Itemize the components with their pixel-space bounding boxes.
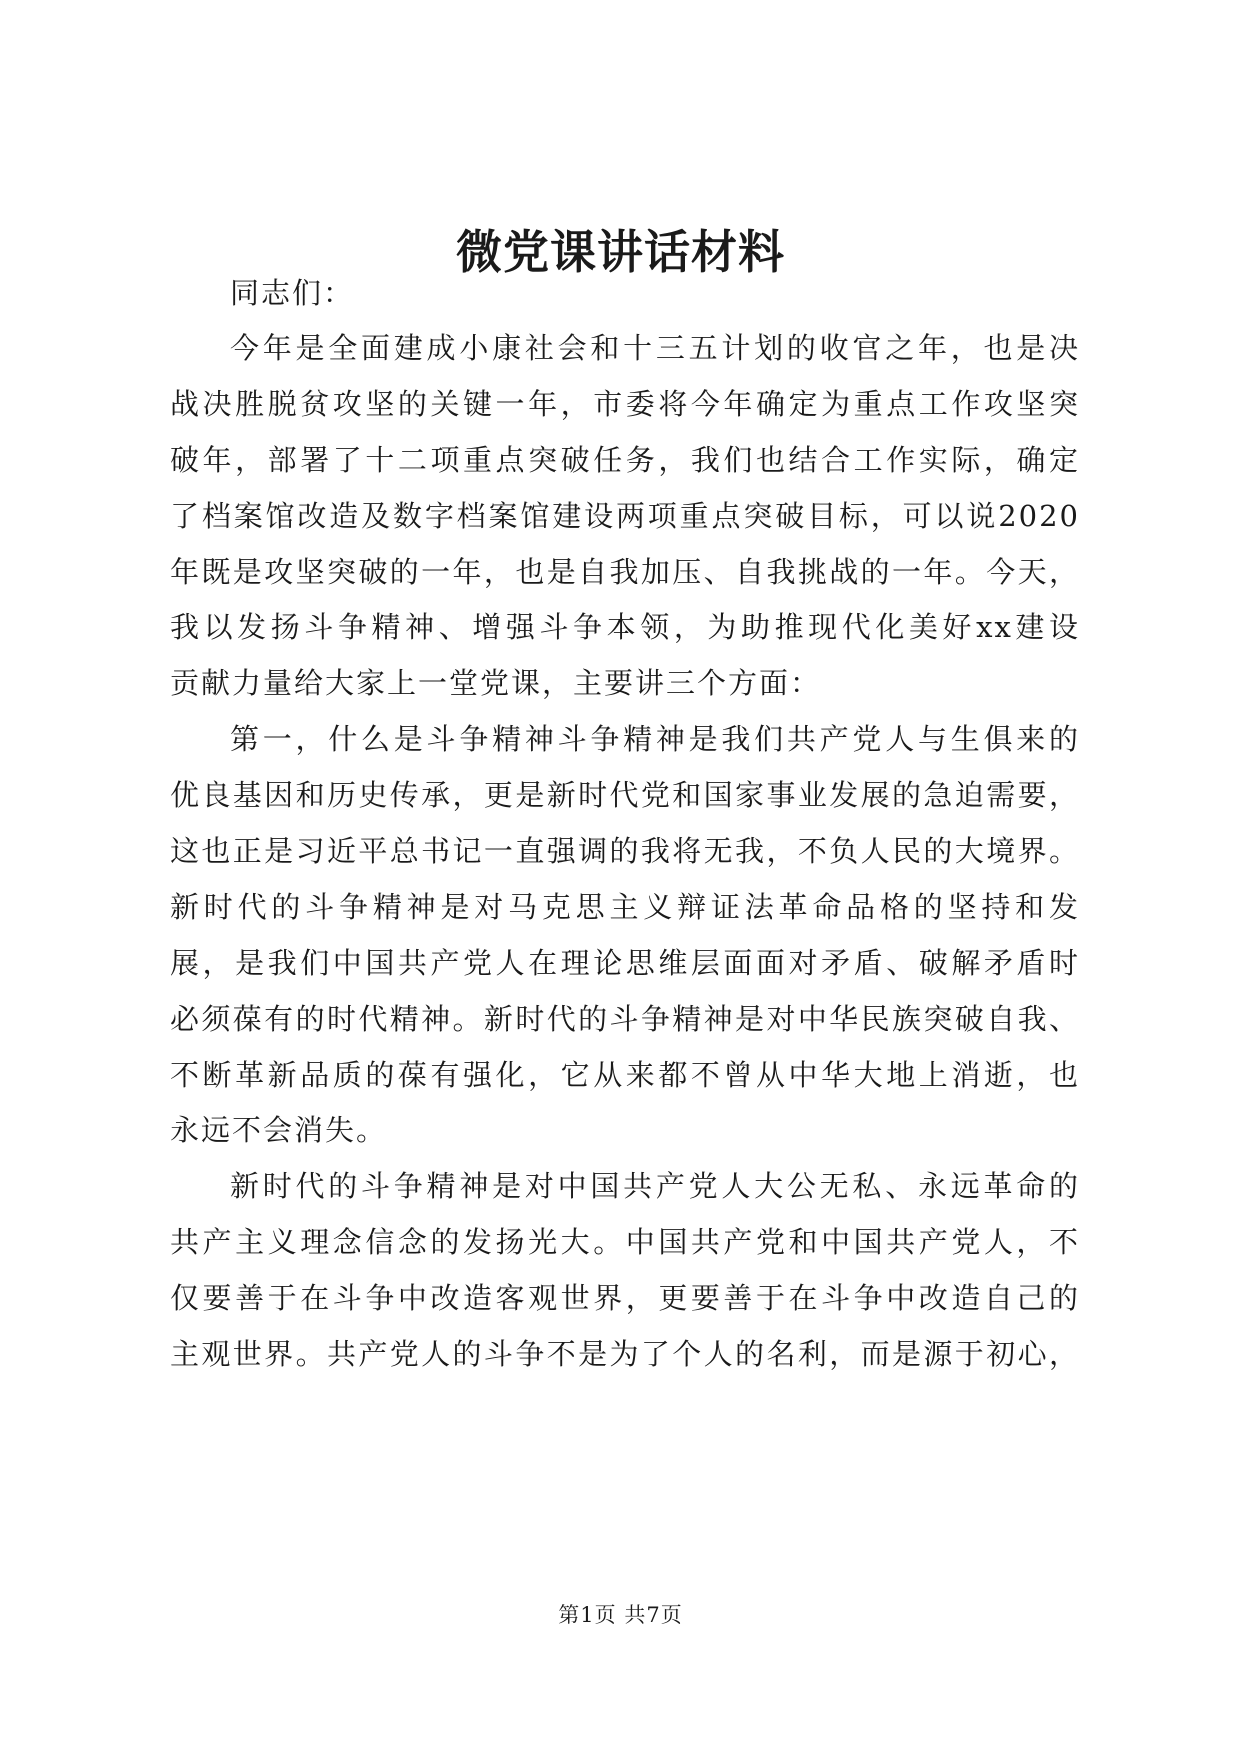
paragraph-line: 年既是攻坚突破的一年，也是自我加压、自我挑战的一年。今天， — [170, 555, 1080, 589]
paragraph-line: 仅要善于在斗争中改造客观世界，更要善于在斗争中改造自己的 — [170, 1281, 1080, 1315]
paragraph-line: 主观世界。共产党人的斗争不是为了个人的名利，而是源于初心， — [170, 1337, 1080, 1371]
paragraph-line: 新时代的斗争精神是对马克思主义辩证法革命品格的坚持和发 — [170, 890, 1080, 924]
paragraph-line: 我以发扬斗争精神、增强斗争本领，为助推现代化美好xx建设 — [170, 610, 1080, 644]
paragraph-line: 今年是全面建成小康社会和十三五计划的收官之年，也是决 — [230, 331, 1080, 365]
paragraph-line: 破年，部署了十二项重点突破任务，我们也结合工作实际，确定 — [170, 443, 1080, 477]
paragraph-line: 不断革新品质的葆有强化，它从来都不曾从中华大地上消逝，也 — [170, 1058, 1080, 1092]
paragraph-line: 新时代的斗争精神是对中国共产党人大公无私、永远革命的 — [230, 1169, 1080, 1203]
paragraph-line: 展，是我们中国共产党人在理论思维层面面对矛盾、破解矛盾时 — [170, 946, 1080, 980]
document-title: 微党课讲话材料 — [456, 225, 785, 279]
paragraph-line: 必须葆有的时代精神。新时代的斗争精神是对中华民族突破自我、 — [170, 1002, 1080, 1036]
paragraph-line: 这也正是习近平总书记一直强调的我将无我，不负人民的大境界。 — [170, 834, 1080, 868]
salutation: 同志们： — [230, 276, 355, 310]
paragraph-line: 贡献力量给大家上一堂党课，主要讲三个方面： — [170, 666, 822, 700]
paragraph-line: 战决胜脱贫攻坚的关键一年，市委将今年确定为重点工作攻坚突 — [170, 387, 1080, 421]
page-footer: 第1页 共7页 — [558, 1603, 683, 1627]
paragraph-line: 第一，什么是斗争精神斗争精神是我们共产党人与生俱来的 — [230, 722, 1080, 756]
paragraph-line: 共产主义理念信念的发扬光大。中国共产党和中国共产党人，不 — [170, 1225, 1080, 1259]
paragraph-line: 永远不会消失。 — [170, 1113, 388, 1147]
paragraph-line: 优良基因和历史传承，更是新时代党和国家事业发展的急迫需要， — [170, 778, 1080, 812]
paragraph-line: 了档案馆改造及数字档案馆建设两项重点突破目标，可以说2020 — [170, 499, 1080, 533]
